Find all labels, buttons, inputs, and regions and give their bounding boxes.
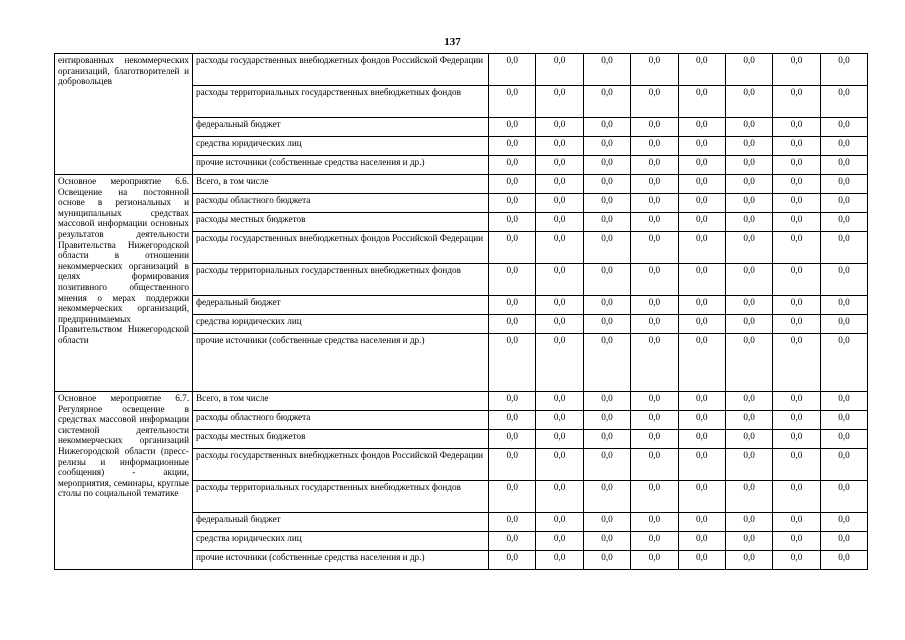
value-cell: 0,0 (678, 315, 725, 334)
table-row (55, 54, 868, 86)
value-cell: 0,0 (773, 54, 820, 86)
value-cell: 0,0 (678, 449, 725, 481)
value-cell: 0,0 (678, 264, 725, 296)
value-cell: 0,0 (489, 411, 536, 430)
value-cell: 0,0 (583, 118, 630, 137)
value-cell: 0,0 (820, 137, 867, 156)
value-cell: 0,0 (725, 175, 772, 194)
funding-source-cell: средства юридических лиц (193, 315, 489, 334)
value-cell: 0,0 (536, 264, 583, 296)
value-cell: 0,0 (725, 449, 772, 481)
funding-source-cell: расходы государственных внебюджетных фондов Российской Федерации (193, 232, 489, 264)
value-cell: 0,0 (536, 54, 583, 86)
value-cell: 0,0 (725, 411, 772, 430)
value-cell: 0,0 (631, 232, 678, 264)
value-cell: 0,0 (631, 411, 678, 430)
value-cell: 0,0 (536, 118, 583, 137)
value-cell: 0,0 (631, 156, 678, 175)
value-cell: 0,0 (820, 296, 867, 315)
value-cell: 0,0 (583, 86, 630, 118)
value-cell: 0,0 (820, 551, 867, 570)
value-cell: 0,0 (725, 194, 772, 213)
funding-source-cell: прочие источники (собственные средства населения и др.) (193, 156, 489, 175)
value-cell: 0,0 (583, 232, 630, 264)
value-cell: 0,0 (536, 137, 583, 156)
value-cell: 0,0 (536, 296, 583, 315)
value-cell: 0,0 (489, 296, 536, 315)
value-cell: 0,0 (583, 54, 630, 86)
value-cell: 0,0 (583, 175, 630, 194)
value-cell: 0,0 (583, 551, 630, 570)
value-cell: 0,0 (678, 213, 725, 232)
value-cell: 0,0 (583, 315, 630, 334)
value-cell: 0,0 (489, 213, 536, 232)
value-cell: 0,0 (678, 194, 725, 213)
value-cell: 0,0 (678, 118, 725, 137)
value-cell: 0,0 (820, 175, 867, 194)
value-cell: 0,0 (725, 315, 772, 334)
value-cell: 0,0 (820, 430, 867, 449)
value-cell: 0,0 (536, 392, 583, 411)
value-cell: 0,0 (631, 532, 678, 551)
value-cell: 0,0 (489, 532, 536, 551)
funding-source-cell: расходы местных бюджетов (193, 430, 489, 449)
value-cell: 0,0 (489, 315, 536, 334)
value-cell: 0,0 (489, 481, 536, 513)
funding-source-cell: расходы областного бюджета (193, 194, 489, 213)
value-cell: 0,0 (583, 137, 630, 156)
value-cell: 0,0 (820, 54, 867, 86)
value-cell: 0,0 (773, 315, 820, 334)
value-cell: 0,0 (489, 194, 536, 213)
value-cell: 0,0 (536, 334, 583, 392)
value-cell: 0,0 (583, 392, 630, 411)
value-cell: 0,0 (678, 430, 725, 449)
value-cell: 0,0 (536, 86, 583, 118)
value-cell: 0,0 (678, 175, 725, 194)
value-cell: 0,0 (725, 392, 772, 411)
value-cell: 0,0 (773, 156, 820, 175)
measure-cell: Основное мероприятие 6.6. Освещение на постоянной основе в региональных и муниципальных средствах массовой информации основных результатов деятельности Правительства Нижегородской области в отношении некоммерческих организаций в целях формирования позитивного общественного мнения о мерах поддержки некоммерческих организаций, предпринимаемых Правительством Нижегородской области (55, 175, 193, 392)
value-cell: 0,0 (725, 156, 772, 175)
value-cell: 0,0 (583, 156, 630, 175)
funding-source-cell: средства юридических лиц (193, 532, 489, 551)
value-cell: 0,0 (773, 513, 820, 532)
value-cell: 0,0 (820, 213, 867, 232)
financing-table (54, 53, 868, 570)
value-cell: 0,0 (725, 481, 772, 513)
value-cell: 0,0 (725, 232, 772, 264)
value-cell: 0,0 (725, 213, 772, 232)
value-cell: 0,0 (631, 551, 678, 570)
value-cell: 0,0 (583, 213, 630, 232)
value-cell: 0,0 (536, 551, 583, 570)
value-cell: 0,0 (489, 86, 536, 118)
value-cell: 0,0 (678, 551, 725, 570)
value-cell: 0,0 (820, 315, 867, 334)
value-cell: 0,0 (820, 232, 867, 264)
value-cell: 0,0 (773, 334, 820, 392)
value-cell: 0,0 (489, 156, 536, 175)
value-cell: 0,0 (631, 334, 678, 392)
funding-source-cell: федеральный бюджет (193, 296, 489, 315)
value-cell: 0,0 (678, 392, 725, 411)
value-cell: 0,0 (536, 213, 583, 232)
funding-source-cell: прочие источники (собственные средства населения и др.) (193, 551, 489, 570)
value-cell: 0,0 (489, 430, 536, 449)
value-cell: 0,0 (725, 334, 772, 392)
measure-cell: Основное мероприятие 6.7. Регулярное освещение в средствах массовой информации системной деятельности некоммерческих организаций Нижегородской области (пресс-релизы и информационные сообщения) - акции, мероприятия, семинары, круглые столы по социальной тематике (55, 392, 193, 570)
value-cell: 0,0 (725, 118, 772, 137)
measure-cell: ентированных некоммерческих организаций, благотворителей и добровольцев (55, 54, 193, 175)
value-cell: 0,0 (489, 175, 536, 194)
value-cell: 0,0 (678, 232, 725, 264)
value-cell: 0,0 (489, 392, 536, 411)
value-cell: 0,0 (536, 315, 583, 334)
value-cell: 0,0 (489, 264, 536, 296)
value-cell: 0,0 (678, 156, 725, 175)
funding-source-cell: расходы государственных внебюджетных фондов Российской Федерации (193, 54, 489, 86)
value-cell: 0,0 (631, 449, 678, 481)
value-cell: 0,0 (536, 156, 583, 175)
value-cell: 0,0 (678, 411, 725, 430)
value-cell: 0,0 (489, 449, 536, 481)
funding-source-cell: федеральный бюджет (193, 118, 489, 137)
value-cell: 0,0 (631, 296, 678, 315)
value-cell: 0,0 (631, 481, 678, 513)
value-cell: 0,0 (631, 54, 678, 86)
value-cell: 0,0 (820, 194, 867, 213)
value-cell: 0,0 (631, 513, 678, 532)
value-cell: 0,0 (583, 481, 630, 513)
value-cell: 0,0 (489, 54, 536, 86)
funding-source-cell: расходы территориальных государственных внебюджетных фондов (193, 86, 489, 118)
value-cell: 0,0 (536, 481, 583, 513)
value-cell: 0,0 (725, 296, 772, 315)
value-cell: 0,0 (773, 264, 820, 296)
value-cell: 0,0 (773, 481, 820, 513)
value-cell: 0,0 (631, 86, 678, 118)
value-cell: 0,0 (583, 296, 630, 315)
value-cell: 0,0 (536, 449, 583, 481)
value-cell: 0,0 (725, 551, 772, 570)
value-cell: 0,0 (773, 296, 820, 315)
value-cell: 0,0 (536, 430, 583, 449)
value-cell: 0,0 (489, 232, 536, 264)
page-number: 137 (444, 36, 461, 48)
value-cell: 0,0 (583, 449, 630, 481)
value-cell: 0,0 (773, 86, 820, 118)
value-cell: 0,0 (820, 513, 867, 532)
funding-source-cell: расходы областного бюджета (193, 411, 489, 430)
value-cell: 0,0 (725, 513, 772, 532)
value-cell: 0,0 (631, 315, 678, 334)
value-cell: 0,0 (678, 513, 725, 532)
value-cell: 0,0 (489, 137, 536, 156)
value-cell: 0,0 (773, 411, 820, 430)
value-cell: 0,0 (820, 118, 867, 137)
value-cell: 0,0 (489, 118, 536, 137)
value-cell: 0,0 (583, 532, 630, 551)
value-cell: 0,0 (773, 194, 820, 213)
value-cell: 0,0 (678, 137, 725, 156)
value-cell: 0,0 (536, 513, 583, 532)
value-cell: 0,0 (583, 411, 630, 430)
value-cell: 0,0 (820, 86, 867, 118)
funding-source-cell: расходы государственных внебюджетных фондов Российской Федерации (193, 449, 489, 481)
value-cell: 0,0 (820, 334, 867, 392)
value-cell: 0,0 (725, 532, 772, 551)
value-cell: 0,0 (678, 296, 725, 315)
value-cell: 0,0 (820, 411, 867, 430)
value-cell: 0,0 (536, 532, 583, 551)
value-cell: 0,0 (773, 213, 820, 232)
value-cell: 0,0 (536, 194, 583, 213)
value-cell: 0,0 (820, 156, 867, 175)
value-cell: 0,0 (583, 264, 630, 296)
value-cell: 0,0 (725, 54, 772, 86)
funding-source-cell: прочие источники (собственные средства населения и др.) (193, 334, 489, 392)
value-cell: 0,0 (725, 264, 772, 296)
value-cell: 0,0 (678, 54, 725, 86)
value-cell: 0,0 (631, 137, 678, 156)
value-cell: 0,0 (631, 264, 678, 296)
value-cell: 0,0 (820, 449, 867, 481)
value-cell: 0,0 (820, 264, 867, 296)
value-cell: 0,0 (820, 481, 867, 513)
value-cell: 0,0 (583, 430, 630, 449)
value-cell: 0,0 (725, 86, 772, 118)
value-cell: 0,0 (725, 430, 772, 449)
value-cell: 0,0 (489, 551, 536, 570)
value-cell: 0,0 (631, 175, 678, 194)
value-cell: 0,0 (773, 430, 820, 449)
funding-source-cell: расходы местных бюджетов (193, 213, 489, 232)
value-cell: 0,0 (631, 213, 678, 232)
value-cell: 0,0 (536, 232, 583, 264)
value-cell: 0,0 (773, 551, 820, 570)
value-cell: 0,0 (820, 392, 867, 411)
table-row (55, 175, 868, 194)
value-cell: 0,0 (583, 194, 630, 213)
value-cell: 0,0 (773, 175, 820, 194)
value-cell: 0,0 (678, 532, 725, 551)
value-cell: 0,0 (773, 392, 820, 411)
value-cell: 0,0 (773, 532, 820, 551)
funding-source-cell: Всего, в том числе (193, 175, 489, 194)
value-cell: 0,0 (489, 334, 536, 392)
value-cell: 0,0 (536, 175, 583, 194)
value-cell: 0,0 (536, 411, 583, 430)
funding-source-cell: расходы территориальных государственных внебюджетных фондов (193, 481, 489, 513)
value-cell: 0,0 (631, 430, 678, 449)
value-cell: 0,0 (631, 194, 678, 213)
value-cell: 0,0 (678, 334, 725, 392)
value-cell: 0,0 (583, 334, 630, 392)
table-body (55, 54, 868, 570)
funding-source-cell: федеральный бюджет (193, 513, 489, 532)
value-cell: 0,0 (773, 232, 820, 264)
value-cell: 0,0 (773, 137, 820, 156)
value-cell: 0,0 (583, 513, 630, 532)
value-cell: 0,0 (631, 118, 678, 137)
value-cell: 0,0 (489, 513, 536, 532)
value-cell: 0,0 (725, 137, 772, 156)
table-row (55, 392, 868, 411)
funding-source-cell: расходы территориальных государственных внебюджетных фондов (193, 264, 489, 296)
value-cell: 0,0 (678, 86, 725, 118)
value-cell: 0,0 (820, 532, 867, 551)
funding-source-cell: средства юридических лиц (193, 137, 489, 156)
value-cell: 0,0 (631, 392, 678, 411)
value-cell: 0,0 (773, 118, 820, 137)
value-cell: 0,0 (678, 481, 725, 513)
funding-source-cell: Всего, в том числе (193, 392, 489, 411)
value-cell: 0,0 (773, 449, 820, 481)
